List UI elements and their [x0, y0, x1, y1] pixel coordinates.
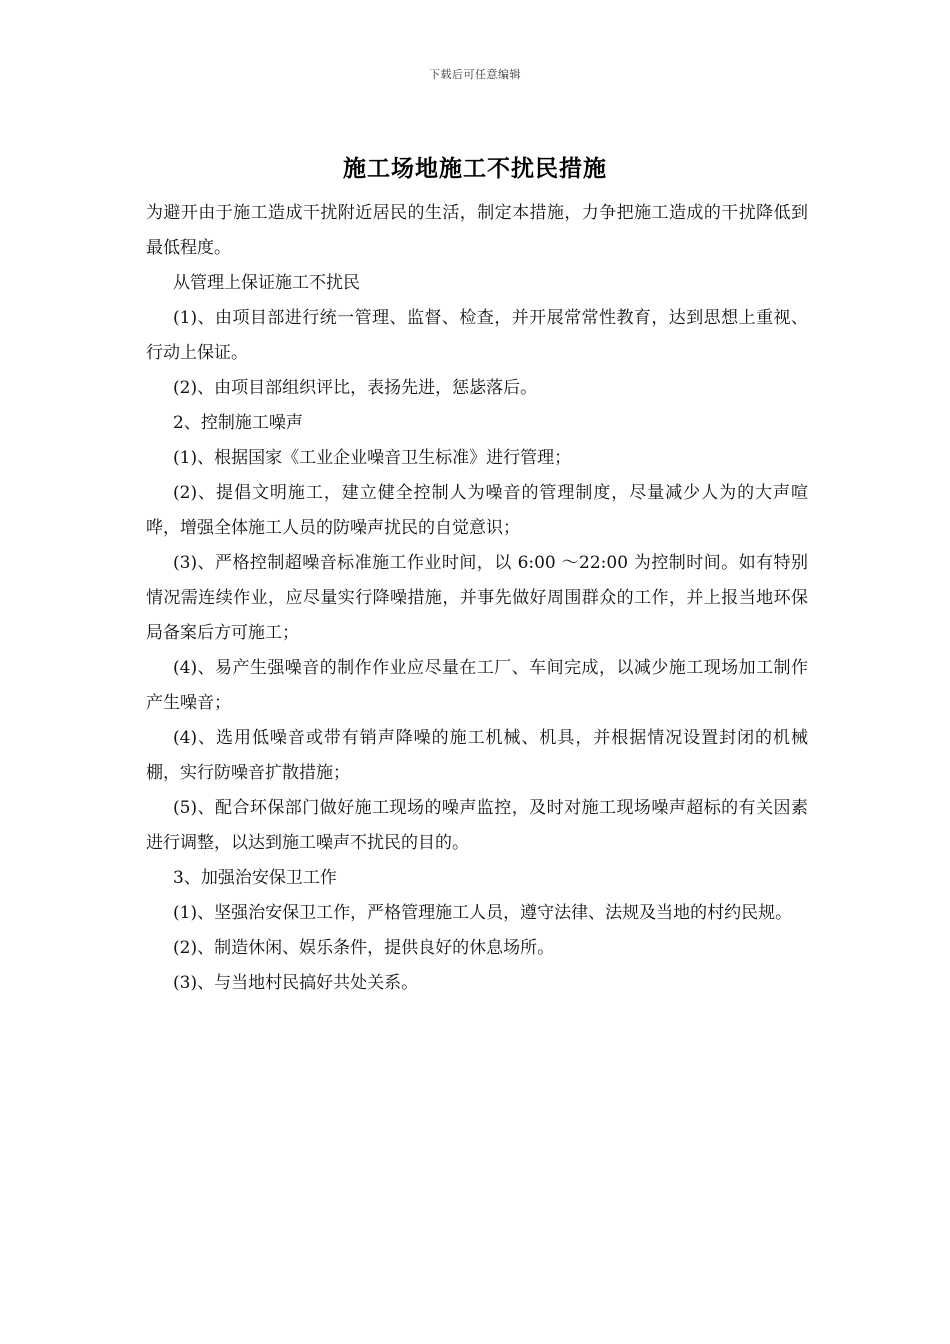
- paragraph: (1)、坚强治安保卫工作，严格管理施工人员，遵守法律、法规及当地的村约民规。: [173, 903, 793, 923]
- paragraph: (3)、严格控制超噪音标准施工作业时间，以 6:00 ～22:00 为控制时间。如有特别情况需连续作业，应尽量实行降噪措施，并事先做好周围群众的工作，并上报当地环保局备案后方可施工；: [146, 553, 808, 643]
- section-heading: 3、加强治安保卫工作: [173, 868, 337, 888]
- header-note: 下载后可任意编辑: [429, 68, 521, 81]
- paragraph: (5)、配合环保部门做好施工现场的噪声监控，及时对施工现场噪声超标的有关因素进行调整，以达到施工噪声不扰民的目的。: [146, 798, 808, 853]
- section-heading: 从管理上保证施工不扰民: [173, 273, 360, 293]
- paragraph: (4)、易产生强噪音的制作作业应尽量在工厂、车间完成，以减少施工现场加工制作产生噪音；: [146, 658, 808, 713]
- paragraph: (3)、与当地村民搞好共处关系。: [173, 973, 419, 993]
- paragraph: 为避开由于施工造成干扰附近居民的生活，制定本措施，力争把施工造成的干扰降低到最低程度。: [146, 203, 808, 258]
- paragraph: (1)、根据国家《工业企业噪音卫生标准》进行管理；: [173, 448, 572, 468]
- section-heading: 2、控制施工噪声: [173, 413, 303, 433]
- paragraph: (2)、提倡文明施工，建立健全控制人为噪音的管理制度，尽量减少人为的大声喧哗，增强全体施工人员的防噪声扰民的自觉意识；: [146, 483, 808, 538]
- document-body: [146, 196, 808, 1001]
- document-title: 施工场地施工不扰民措施: [343, 155, 607, 182]
- paragraph: (4)、选用低噪音或带有销声降噪的施工机械、机具，并根据情况设置封闭的机械棚，实行防噪音扩散措施；: [146, 728, 808, 783]
- paragraph: (2)、制造休闲、娱乐条件，提供良好的休息场所。: [173, 938, 555, 958]
- paragraph: (2)、由项目部组织评比，表扬先进，惩毖落后。: [173, 378, 538, 398]
- paragraph: (1)、由项目部进行统一管理、监督、检查，并开展常常性教育，达到思想上重视、行动上保证。: [146, 308, 808, 363]
